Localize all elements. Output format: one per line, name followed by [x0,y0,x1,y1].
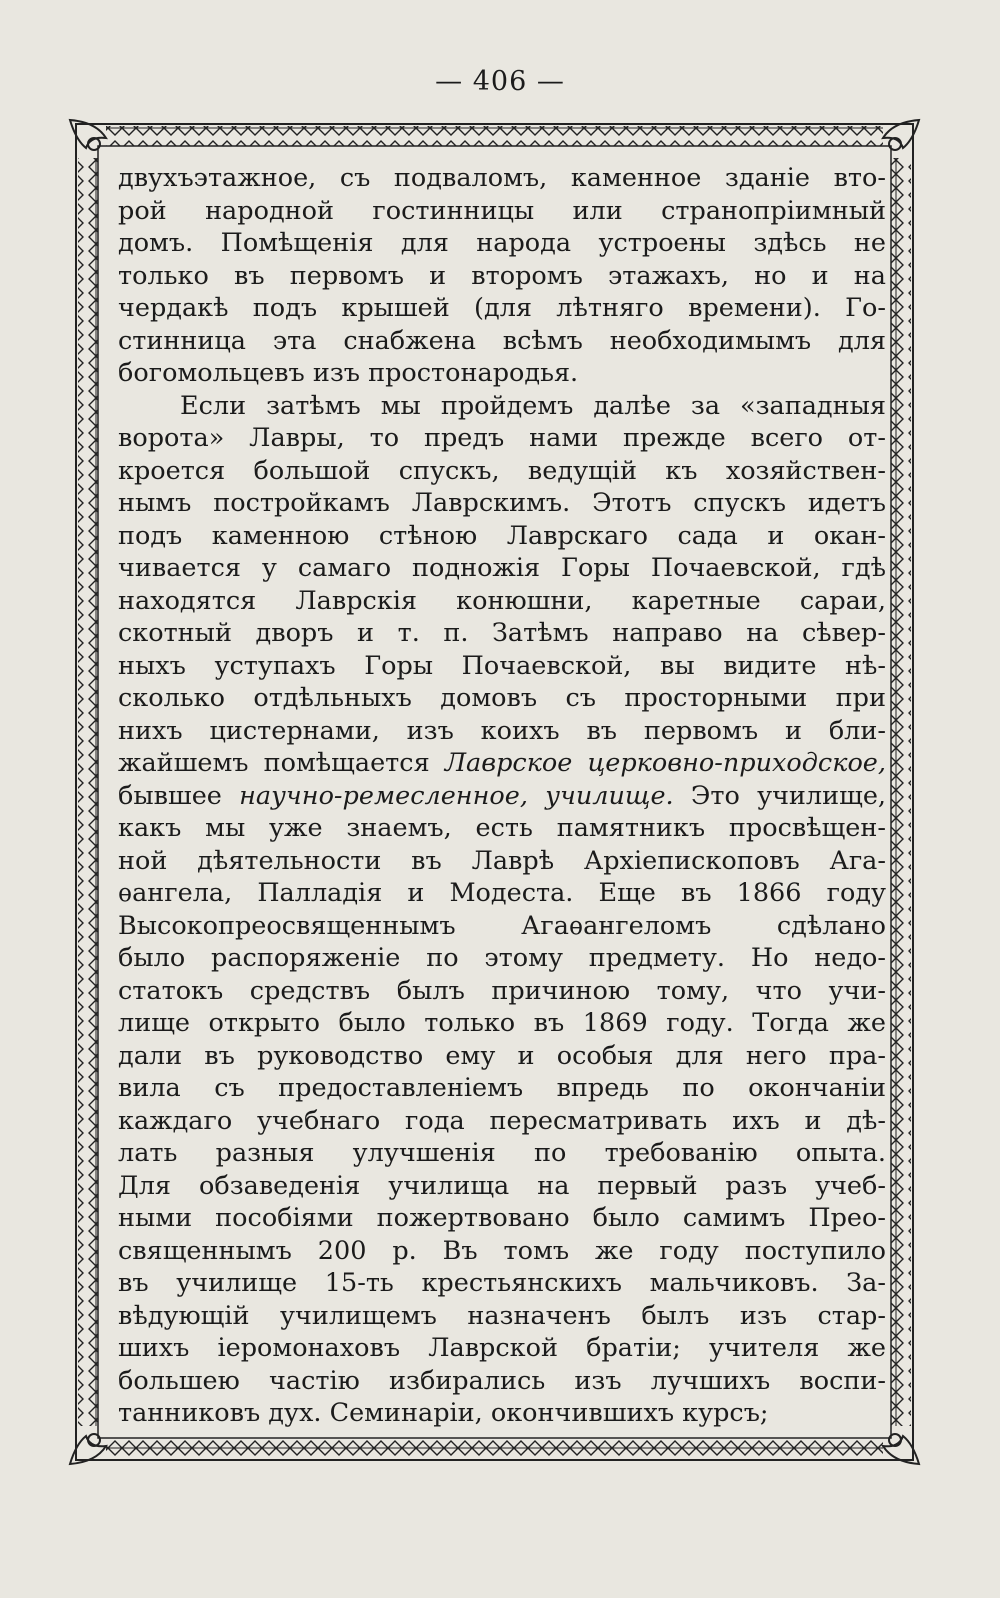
text-line: было распоряженіе по этому предмету. Но недо- [118,943,886,973]
ornamental-frame [66,118,923,1466]
text-line: дали въ руководство ему и особыя для него пра- [118,1040,886,1071]
text-line: священнымъ 200 р. Въ томъ же году поступило [118,1235,886,1266]
text-line: ворота» Лавры, то предъ нами прежде всего от- [118,423,886,453]
text-line: нихъ цистернами, изъ коихъ въ первомъ и бли- [118,715,886,746]
text-line: двухъэтажное, съ подваломъ, каменное зданіе вто- [118,163,886,193]
text-line: подъ каменною стѣною Лаврскаго сада и окан- [118,520,886,551]
text-line: ныхъ уступахъ Горы Почаевской, вы видите нѣ- [118,650,886,681]
text-line: какъ мы уже знаемъ, есть памятникъ просвѣщен- [118,813,886,843]
text-line: Высокопреосвященнымъ Агаѳангеломъ сдѣлано [118,910,886,941]
text-line: чивается у самаго подножія Горы Почаевской, гдѣ [118,553,886,583]
text-line: статокъ средствъ былъ причиною тому, что учи- [118,975,886,1006]
text-line: лать разныя улучшенія по требованію опыта. [118,1138,886,1168]
text-line: находятся Лаврскія конюшни, каретные сараи, [118,585,886,616]
text-line: жайшемъ помѣщается Лаврское церковно-приходское, [118,748,886,778]
text-line: въ училище 15-ть крестьянскихъ мальчиковъ. За- [118,1268,886,1298]
italic-phrase: училище. [545,780,674,811]
text-line: шихъ іеромонаховъ Лаврской братіи; учителя же [118,1333,886,1363]
text-line: танниковъ дух. Семинаріи, окончившихъ курсъ; [118,1398,769,1428]
text-line: рой народной гостинницы или странопріимный [118,195,886,226]
page-number: — 406 — [435,66,565,97]
text-line: нымъ постройкамъ Лаврскимъ. Этотъ спускъ идетъ [118,488,886,518]
italic-phrase: научно-ремесленное, [239,780,528,811]
italic-phrase: Лаврское церковно-приходское, [444,748,886,778]
text-line: домъ. Помѣщенія для народа устроены здѣсь не [118,228,886,258]
text-line: ной дѣятельности въ Лаврѣ Архіепископовъ Ага- [118,845,886,876]
text-line: лище открыто было только въ 1869 году. Тогда же [118,1008,886,1038]
text-line: ными пособіями пожертвовано было самимъ Прео- [118,1203,886,1233]
text-line: чердакѣ подъ крышей (для лѣтняго времени). Го- [118,293,886,323]
text-line: сколько отдѣльныхъ домовъ съ просторными при [118,683,886,713]
text-line: большею частію избирались изъ лучшихъ воспи- [118,1365,886,1396]
text-line: Если затѣмъ мы пройдемъ далѣе за «западныя [180,390,886,421]
text-line: только въ первомъ и второмъ этажахъ, но и на [118,260,886,291]
text-line: вѣдующій училищемъ назначенъ былъ изъ стар- [118,1300,886,1331]
text-line: кроется большой спускъ, ведущій къ хозяйствен- [118,455,886,486]
text-line: ѳангела, Палладія и Модеста. Еще въ 1866 году [118,878,886,908]
text-line: вила съ предоставленіемъ впредь по окончаніи [118,1073,886,1103]
text-line: бывшее научно-ремесленное, училище. Это училище, [118,780,887,811]
text-line: Для обзаведенія училища на первый разъ учеб- [118,1170,886,1201]
text-line: скотный дворъ и т. п. Затѣмъ направо на сѣвер- [118,618,886,648]
text-line: стинница эта снабжена всѣмъ необходимымъ для [118,325,886,356]
text-line: богомольцевъ изъ простонародья. [118,358,579,388]
text-line: каждаго учебнаго года пересматривать ихъ и дѣ- [118,1105,886,1136]
body-text [118,162,886,1430]
